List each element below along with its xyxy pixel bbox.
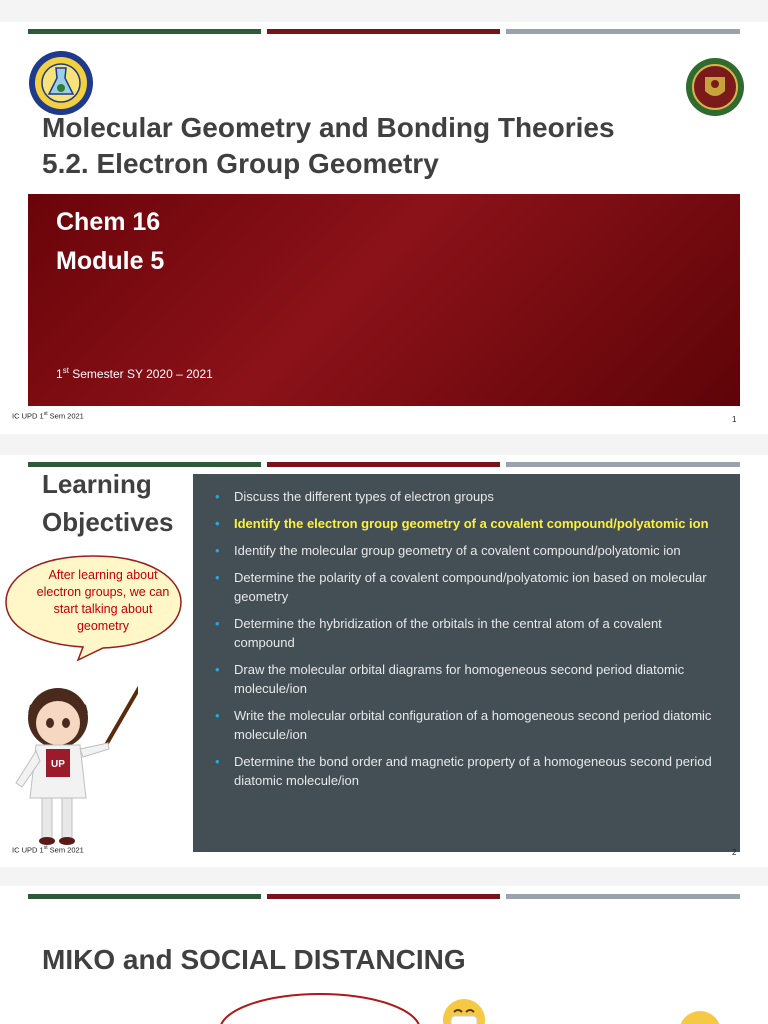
svg-text:UP: UP [51, 759, 65, 770]
page-number: 2 [732, 848, 737, 857]
module-name: Module 5 [56, 247, 165, 275]
learning-objectives-title-1: Learning [42, 469, 152, 499]
objective-item: • Write the molecular orbital configuration of a homogeneous second period diatomic molecule/ion [215, 706, 724, 744]
header-color-bars [28, 894, 740, 899]
objective-item: • Draw the molecular orbital diagrams for homogeneous second period diatomic molecule/ion [215, 660, 724, 698]
miko-mascot [8, 683, 138, 853]
title-banner [28, 194, 740, 406]
header-color-bars [28, 29, 740, 34]
header-color-bars [28, 462, 740, 467]
objective-item: • Determine the bond order and magnetic property of a homogeneous second period diatomic molecule/ion [215, 752, 724, 790]
objective-item-highlighted: • Identify the electron group geometry of a covalent compound/polyatomic ion [215, 514, 724, 533]
title-line-1: Molecular Geometry and Bonding Theories [42, 112, 615, 143]
slide-3-title: MIKO and SOCIAL DISTANCING [42, 944, 466, 975]
emoji-icon [678, 1010, 722, 1024]
slide-2 [0, 455, 768, 867]
slide-footer: IC UPD 1st Sem 2021 [12, 411, 84, 421]
slide-1 [0, 22, 768, 434]
objectives-list [193, 474, 740, 790]
semester-label: 1st Semester SY 2020 – 2021 [56, 366, 213, 381]
mask-emoji-icon [442, 996, 486, 1024]
page-number: 1 [732, 415, 737, 424]
slide-3 [0, 886, 768, 1024]
slide-title [42, 110, 615, 183]
speech-bubble-text: After learning about electron groups, we can start talking about geometry [36, 568, 170, 633]
objective-item: • Determine the polarity of a covalent compound/polyatomic ion based on molecular geometry [215, 568, 724, 606]
oval-shape [215, 990, 425, 1024]
course-name: Chem 16 [56, 208, 161, 236]
objectives-panel [193, 474, 740, 852]
institute-of-chemistry-logo [28, 50, 94, 116]
objective-item: • Identify the molecular group geometry of a covalent compound/polyatomic ion [215, 541, 724, 560]
title-line-2: 5.2. Electron Group Geometry [42, 148, 439, 180]
objective-item: • Determine the hybridization of the orbitals in the central atom of a covalent compound [215, 614, 724, 652]
learning-objectives-title-2: Objectives [42, 507, 174, 537]
objective-item: • Discuss the different types of electron groups [215, 487, 724, 506]
up-seal-logo [685, 57, 745, 117]
slide-footer: IC UPD 1st Sem 2021 [12, 845, 84, 855]
